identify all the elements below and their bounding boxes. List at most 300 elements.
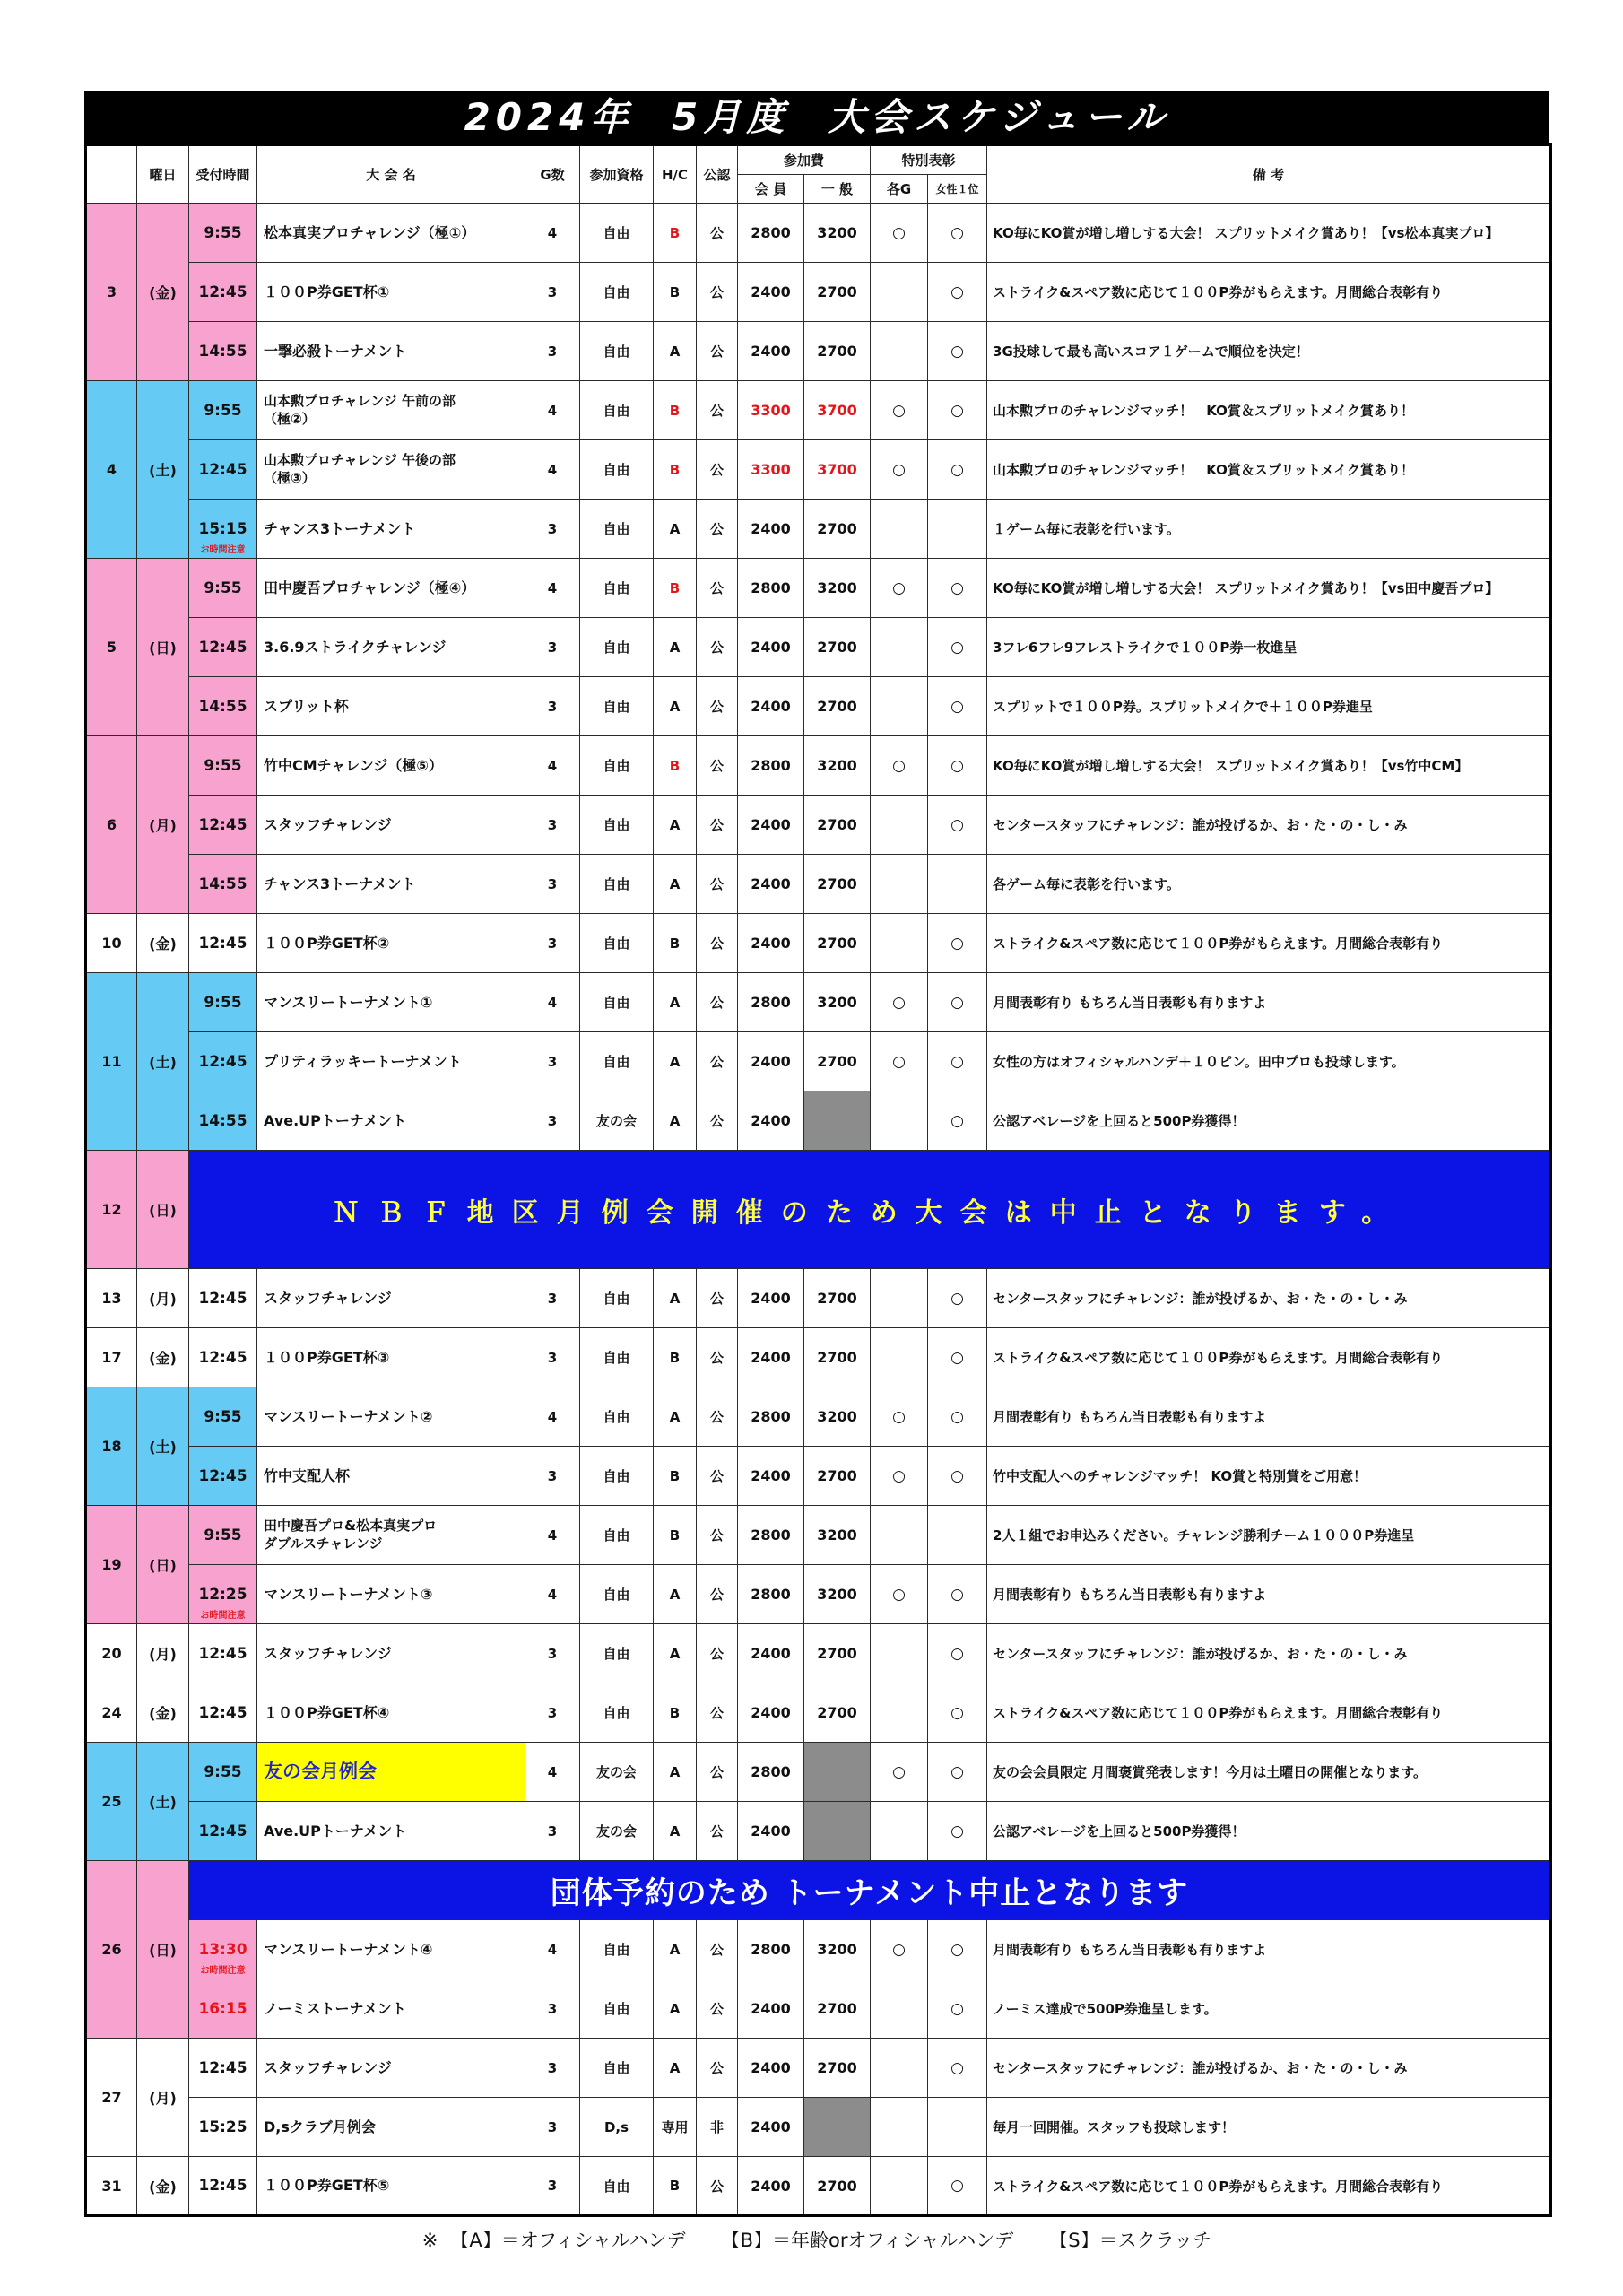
- reception-time: 9:55: [204, 1762, 242, 1781]
- tournament-name: マンスリートーナメント③: [257, 1565, 525, 1624]
- header-weekday: 曜日: [137, 145, 189, 204]
- event-row: [86, 796, 1551, 855]
- fee-general: 2700: [804, 677, 871, 736]
- award-each-game: [871, 1328, 928, 1387]
- reception-time: 13:30: [198, 1940, 247, 1959]
- cancel-banner: ＮＢＦ地区月例会開催のため大会は中止となります。: [189, 1151, 1551, 1269]
- reception-time: 9:55: [204, 1526, 242, 1544]
- fee-general: 3200: [804, 1565, 871, 1624]
- eligibility: 自由: [580, 322, 654, 381]
- certified-flag: 公: [697, 263, 738, 322]
- award-women-first: ○: [928, 263, 987, 322]
- eligibility: 友の会: [580, 1743, 654, 1802]
- remarks: ストライク&スペア数に応じて１００P券がもらえます。月間総合表彰有り: [987, 2157, 1551, 2216]
- eligibility: 自由: [580, 1269, 654, 1328]
- event-row: [86, 204, 1551, 263]
- banner-row: [86, 1861, 1551, 1920]
- games-count: 3: [525, 796, 580, 855]
- page-title: 2024年 5月度 大会スケジュール: [84, 91, 1549, 144]
- tournament-name: マンスリートーナメント①: [257, 973, 525, 1032]
- tournament-name: スプリット杯: [257, 677, 525, 736]
- award-each-game: [871, 855, 928, 914]
- award-women-first: ○: [928, 914, 987, 973]
- legend-b: 【B】＝年齢orオフィシャルハンデ: [721, 2230, 1014, 2251]
- time-cell: [189, 1387, 257, 1447]
- fee-general: 3200: [804, 1387, 871, 1447]
- event-row: [86, 1091, 1551, 1151]
- header-date-blank: [86, 145, 137, 204]
- weekday-cell: (土): [137, 973, 189, 1151]
- reception-time: 16:15: [198, 1999, 247, 2018]
- award-each-game: [871, 1624, 928, 1683]
- fee-general: 2700: [804, 1447, 871, 1506]
- certified-flag: 公: [697, 500, 738, 559]
- tournament-name: 竹中CMチャレンジ（極⑤）: [257, 736, 525, 796]
- date-cell: 19: [86, 1506, 137, 1624]
- games-count: 3: [525, 1447, 580, 1506]
- award-women-first: ○: [928, 1683, 987, 1743]
- games-count: 4: [525, 1387, 580, 1447]
- fee-member: 2400: [738, 2039, 804, 2098]
- games-count: 4: [525, 381, 580, 440]
- award-each-game: [871, 796, 928, 855]
- event-row: [86, 677, 1551, 736]
- fee-general: [804, 1091, 871, 1151]
- fee-general: [804, 1802, 871, 1861]
- time-cell: [189, 1565, 257, 1624]
- remarks: 竹中支配人へのチャレンジマッチ！ KO賞と特別賞をご用意！: [987, 1447, 1551, 1506]
- remarks: 月間表彰有り もちろん当日表彰も有りますよ: [987, 1387, 1551, 1447]
- reception-time: 12:25: [198, 1585, 247, 1604]
- award-women-first: ○: [928, 1387, 987, 1447]
- games-count: 4: [525, 736, 580, 796]
- date-cell: 27: [86, 2039, 137, 2157]
- legend-a: 【A】＝オフィシャルハンデ: [450, 2230, 686, 2251]
- tournament-name: スタッフチャレンジ: [257, 1624, 525, 1683]
- fee-general: [804, 1743, 871, 1802]
- certified-flag: 公: [697, 1979, 738, 2039]
- eligibility: 友の会: [580, 1802, 654, 1861]
- award-each-game: [871, 2039, 928, 2098]
- handicap-type: A: [654, 322, 697, 381]
- fee-member: 2800: [738, 559, 804, 618]
- eligibility: 自由: [580, 204, 654, 263]
- fee-member: 2400: [738, 677, 804, 736]
- fee-general: [804, 2098, 871, 2157]
- award-women-first: ○: [928, 796, 987, 855]
- tournament-name: 田中慶吾プロ&松本真実プロ ダブルスチャレンジ: [257, 1506, 525, 1565]
- fee-member: 2800: [738, 1506, 804, 1565]
- handicap-type: B: [654, 204, 697, 263]
- remarks: ストライク&スペア数に応じて１００P券がもらえます。月間総合表彰有り: [987, 914, 1551, 973]
- fee-member: 2400: [738, 1802, 804, 1861]
- weekday-cell: (日): [137, 1151, 189, 1269]
- remarks: センタースタッフにチャレンジ：誰が投げるか、お・た・の・し・み: [987, 2039, 1551, 2098]
- date-cell: 11: [86, 973, 137, 1151]
- certified-flag: 公: [697, 1091, 738, 1151]
- header-fee-general: 一 般: [804, 175, 871, 204]
- certified-flag: 非: [697, 2098, 738, 2157]
- time-cell: [189, 1447, 257, 1506]
- games-count: 3: [525, 677, 580, 736]
- certified-flag: 公: [697, 322, 738, 381]
- header-eligibility: 参加資格: [580, 145, 654, 204]
- fee-member: 2800: [738, 204, 804, 263]
- award-women-first: ○: [928, 1802, 987, 1861]
- header-tournament-name: 大 会 名: [257, 145, 525, 204]
- event-row: [86, 1683, 1551, 1743]
- handicap-type: B: [654, 1328, 697, 1387]
- fee-member: 2800: [738, 1743, 804, 1802]
- time-cell: [189, 440, 257, 500]
- fee-member: 2400: [738, 855, 804, 914]
- event-row: [86, 1979, 1551, 2039]
- date-cell: 18: [86, 1387, 137, 1506]
- date-cell: 5: [86, 559, 137, 736]
- award-women-first: ○: [928, 2157, 987, 2216]
- time-cell: [189, 855, 257, 914]
- handicap-type: A: [654, 618, 697, 677]
- games-count: 4: [525, 973, 580, 1032]
- handicap-type: A: [654, 1802, 697, 1861]
- handicap-type: A: [654, 1920, 697, 1979]
- games-count: 3: [525, 1979, 580, 2039]
- certified-flag: 公: [697, 1506, 738, 1565]
- eligibility: 自由: [580, 500, 654, 559]
- award-women-first: ○: [928, 1920, 987, 1979]
- fee-member: 2400: [738, 1328, 804, 1387]
- remarks: 毎月一回開催。スタッフも投球します！: [987, 2098, 1551, 2157]
- header-games: G数: [525, 145, 580, 204]
- handicap-type: A: [654, 677, 697, 736]
- reception-time: 12:45: [198, 283, 247, 301]
- time-cell: [189, 2039, 257, 2098]
- reception-time: 14:55: [198, 1111, 247, 1130]
- reception-time: 12:45: [198, 1348, 247, 1367]
- reception-time: 9:55: [204, 578, 242, 597]
- time-cell: [189, 500, 257, 559]
- certified-flag: 公: [697, 1387, 738, 1447]
- handicap-type: A: [654, 973, 697, 1032]
- banner-row: [86, 1151, 1551, 1269]
- handicap-type: B: [654, 736, 697, 796]
- reception-time: 15:15: [198, 519, 247, 538]
- fee-member: 2800: [738, 1920, 804, 1979]
- cancel-banner: 団体予約のため トーナメント中止となります: [189, 1861, 1551, 1920]
- award-women-first: ○: [928, 559, 987, 618]
- date-cell: 12: [86, 1151, 137, 1269]
- handicap-type: B: [654, 1506, 697, 1565]
- remarks: センタースタッフにチャレンジ：誰が投げるか、お・た・の・し・み: [987, 796, 1551, 855]
- header-fee-member: 会 員: [738, 175, 804, 204]
- award-women-first: ○: [928, 1091, 987, 1151]
- weekday-cell: (金): [137, 1328, 189, 1387]
- tournament-name: 田中慶吾プロチャレンジ（極④）: [257, 559, 525, 618]
- weekday-cell: (月): [137, 1269, 189, 1328]
- remarks: 月間表彰有り もちろん当日表彰も有りますよ: [987, 973, 1551, 1032]
- award-women-first: ○: [928, 618, 987, 677]
- weekday-cell: (金): [137, 2157, 189, 2216]
- award-women-first: [928, 2098, 987, 2157]
- time-cell: [189, 1802, 257, 1861]
- award-each-game: [871, 1683, 928, 1743]
- games-count: 4: [525, 1506, 580, 1565]
- games-count: 3: [525, 1091, 580, 1151]
- time-cell: [189, 1683, 257, 1743]
- header-award-each-game: 各G: [871, 175, 928, 204]
- fee-member: 2400: [738, 1979, 804, 2039]
- date-cell: 6: [86, 736, 137, 914]
- time-cell: [189, 1624, 257, 1683]
- schedule-table: [84, 144, 1552, 2217]
- tournament-name: チャンス3トーナメント: [257, 500, 525, 559]
- games-count: 3: [525, 500, 580, 559]
- remarks: 3G投球して最も高いスコア１ゲームで順位を決定！: [987, 322, 1551, 381]
- schedule-sheet: [84, 91, 1549, 2217]
- fee-general: 3200: [804, 973, 871, 1032]
- time-cell: [189, 204, 257, 263]
- date-cell: 24: [86, 1683, 137, 1743]
- fee-member: 2400: [738, 500, 804, 559]
- tournament-name: １００P券GET杯①: [257, 263, 525, 322]
- certified-flag: 公: [697, 1328, 738, 1387]
- games-count: 4: [525, 440, 580, 500]
- time-cell: [189, 2157, 257, 2216]
- event-row: [86, 736, 1551, 796]
- fee-member: 2400: [738, 1624, 804, 1683]
- certified-flag: 公: [697, 618, 738, 677]
- certified-flag: 公: [697, 677, 738, 736]
- weekday-cell: (金): [137, 1683, 189, 1743]
- tournament-name: １００P券GET杯④: [257, 1683, 525, 1743]
- weekday-cell: (金): [137, 914, 189, 973]
- award-each-game: ○: [871, 381, 928, 440]
- remarks: スプリットで１００P券。スプリットメイクで＋１００P券進呈: [987, 677, 1551, 736]
- event-row: [86, 855, 1551, 914]
- games-count: 3: [525, 2098, 580, 2157]
- fee-member: 2400: [738, 1447, 804, 1506]
- reception-time: 9:55: [204, 756, 242, 775]
- award-each-game: ○: [871, 736, 928, 796]
- remarks: 山本勲プロのチャレンジマッチ！ KO賞＆スプリットメイク賞あり！: [987, 440, 1551, 500]
- games-count: 4: [525, 204, 580, 263]
- reception-time: 12:45: [198, 1052, 247, 1071]
- reception-time: 9:55: [204, 223, 242, 242]
- event-row: [86, 2098, 1551, 2157]
- weekday-cell: (日): [137, 1861, 189, 2039]
- fee-member: 2800: [738, 1387, 804, 1447]
- eligibility: 自由: [580, 381, 654, 440]
- eligibility: 自由: [580, 440, 654, 500]
- tournament-name: １００P券GET杯⑤: [257, 2157, 525, 2216]
- handicap-type: A: [654, 500, 697, 559]
- fee-member: 2400: [738, 1269, 804, 1328]
- award-each-game: [871, 677, 928, 736]
- handicap-type: B: [654, 1447, 697, 1506]
- certified-flag: 公: [697, 973, 738, 1032]
- tournament-name: D,sクラブ月例会: [257, 2098, 525, 2157]
- handicap-type: B: [654, 2157, 697, 2216]
- certified-flag: 公: [697, 1743, 738, 1802]
- time-cell: [189, 1979, 257, 2039]
- remarks: 山本勲プロのチャレンジマッチ！ KO賞＆スプリットメイク賞あり！: [987, 381, 1551, 440]
- award-women-first: ○: [928, 1269, 987, 1328]
- fee-member: 2400: [738, 1032, 804, 1091]
- weekday-cell: (金): [137, 204, 189, 381]
- reception-time: 12:45: [198, 2177, 247, 2195]
- event-row: [86, 1920, 1551, 1979]
- schedule-body: [86, 204, 1551, 2216]
- award-each-game: [871, 500, 928, 559]
- handicap-type: A: [654, 796, 697, 855]
- certified-flag: 公: [697, 1802, 738, 1861]
- handicap-type: B: [654, 440, 697, 500]
- eligibility: 自由: [580, 677, 654, 736]
- reception-time: 12:45: [198, 1289, 247, 1308]
- time-cell: [189, 736, 257, 796]
- event-row: [86, 440, 1551, 500]
- weekday-cell: (土): [137, 1743, 189, 1861]
- award-each-game: ○: [871, 1920, 928, 1979]
- event-row: [86, 1565, 1551, 1624]
- date-cell: 3: [86, 204, 137, 381]
- time-cell: [189, 618, 257, 677]
- award-women-first: ○: [928, 440, 987, 500]
- tournament-name: チャンス3トーナメント: [257, 855, 525, 914]
- fee-member: 2800: [738, 1565, 804, 1624]
- certified-flag: 公: [697, 1920, 738, 1979]
- fee-member: 2400: [738, 322, 804, 381]
- tournament-name: スタッフチャレンジ: [257, 796, 525, 855]
- tournament-name: 3.6.9ストライクチャレンジ: [257, 618, 525, 677]
- fee-general: 2700: [804, 2039, 871, 2098]
- certified-flag: 公: [697, 440, 738, 500]
- event-row: [86, 559, 1551, 618]
- handicap-type: B: [654, 1683, 697, 1743]
- certified-flag: 公: [697, 914, 738, 973]
- legend-s: 【S】＝スクラッチ: [1049, 2230, 1212, 2251]
- remarks: 2人１組でお申込みください。チャレンジ勝利チーム１０００P券進呈: [987, 1506, 1551, 1565]
- fee-member: 2400: [738, 1091, 804, 1151]
- fee-member: 2400: [738, 263, 804, 322]
- handicap-type: 専用: [654, 2098, 697, 2157]
- event-row: [86, 618, 1551, 677]
- date-cell: 13: [86, 1269, 137, 1328]
- fee-general: 2700: [804, 796, 871, 855]
- award-women-first: ○: [928, 1624, 987, 1683]
- tournament-name: Ave.UPトーナメント: [257, 1091, 525, 1151]
- event-row: [86, 1032, 1551, 1091]
- games-count: 3: [525, 618, 580, 677]
- time-cell: [189, 1091, 257, 1151]
- eligibility: 自由: [580, 855, 654, 914]
- award-women-first: ○: [928, 677, 987, 736]
- certified-flag: 公: [697, 1565, 738, 1624]
- award-each-game: [871, 1269, 928, 1328]
- remarks: 3フレ6フレ9フレストライクで１００P券一枚進呈: [987, 618, 1551, 677]
- tournament-name: １００P券GET杯②: [257, 914, 525, 973]
- tournament-name: 一撃必殺トーナメント: [257, 322, 525, 381]
- remarks: KO毎にKO賞が増し増しする大会！ スプリットメイク賞あり！【vs田中慶吾プロ】: [987, 559, 1551, 618]
- fee-member: 2400: [738, 618, 804, 677]
- remarks: ノーミス達成で500P券進呈します。: [987, 1979, 1551, 2039]
- fee-general: 2700: [804, 322, 871, 381]
- award-each-game: [871, 914, 928, 973]
- remarks: ストライク&スペア数に応じて１００P券がもらえます。月間総合表彰有り: [987, 263, 1551, 322]
- award-women-first: ○: [928, 204, 987, 263]
- handicap-type: B: [654, 914, 697, 973]
- certified-flag: 公: [697, 1032, 738, 1091]
- eligibility: 自由: [580, 618, 654, 677]
- remarks: 月間表彰有り もちろん当日表彰も有りますよ: [987, 1920, 1551, 1979]
- remarks: KO毎にKO賞が増し増しする大会！ スプリットメイク賞あり！【vs竹中CM】: [987, 736, 1551, 796]
- eligibility: 自由: [580, 1032, 654, 1091]
- certified-flag: 公: [697, 1447, 738, 1506]
- fee-general: 2700: [804, 2157, 871, 2216]
- date-cell: 20: [86, 1624, 137, 1683]
- legend-footer: [84, 2228, 1549, 2253]
- eligibility: 自由: [580, 1920, 654, 1979]
- reception-time: 14:55: [198, 342, 247, 361]
- fee-general: 3700: [804, 381, 871, 440]
- time-cell: [189, 1920, 257, 1979]
- award-each-game: ○: [871, 204, 928, 263]
- header-fee: 参加費: [738, 145, 871, 175]
- reception-time: 9:55: [204, 401, 242, 420]
- eligibility: 自由: [580, 1565, 654, 1624]
- award-each-game: [871, 1091, 928, 1151]
- reception-time: 12:45: [198, 934, 247, 952]
- date-cell: 31: [86, 2157, 137, 2216]
- handicap-type: B: [654, 559, 697, 618]
- tournament-name: 竹中支配人杯: [257, 1447, 525, 1506]
- reception-time: 12:45: [198, 1703, 247, 1722]
- date-cell: 17: [86, 1328, 137, 1387]
- eligibility: 自由: [580, 1328, 654, 1387]
- award-each-game: [871, 2098, 928, 2157]
- award-each-game: [871, 322, 928, 381]
- award-women-first: ○: [928, 736, 987, 796]
- award-each-game: ○: [871, 1565, 928, 1624]
- time-cell: [189, 1269, 257, 1328]
- fee-member: 3300: [738, 440, 804, 500]
- handicap-type: A: [654, 1269, 697, 1328]
- award-each-game: [871, 1802, 928, 1861]
- reception-time: 14:55: [198, 697, 247, 716]
- award-women-first: ○: [928, 1447, 987, 1506]
- certified-flag: 公: [697, 1624, 738, 1683]
- award-women-first: ○: [928, 1565, 987, 1624]
- certified-flag: 公: [697, 204, 738, 263]
- header-reception-time: 受付時間: [189, 145, 257, 204]
- games-count: 3: [525, 1328, 580, 1387]
- weekday-cell: (土): [137, 1387, 189, 1506]
- award-women-first: ○: [928, 1032, 987, 1091]
- games-count: 4: [525, 559, 580, 618]
- handicap-type: A: [654, 1091, 697, 1151]
- certified-flag: 公: [697, 855, 738, 914]
- games-count: 3: [525, 2039, 580, 2098]
- eligibility: 自由: [580, 1624, 654, 1683]
- games-count: 3: [525, 1683, 580, 1743]
- games-count: 3: [525, 1624, 580, 1683]
- award-each-game: ○: [871, 440, 928, 500]
- award-women-first: ○: [928, 1979, 987, 2039]
- reception-time: 12:45: [198, 1466, 247, 1485]
- certified-flag: 公: [697, 1269, 738, 1328]
- tournament-name: 友の会月例会: [257, 1743, 525, 1802]
- fee-general: 2700: [804, 500, 871, 559]
